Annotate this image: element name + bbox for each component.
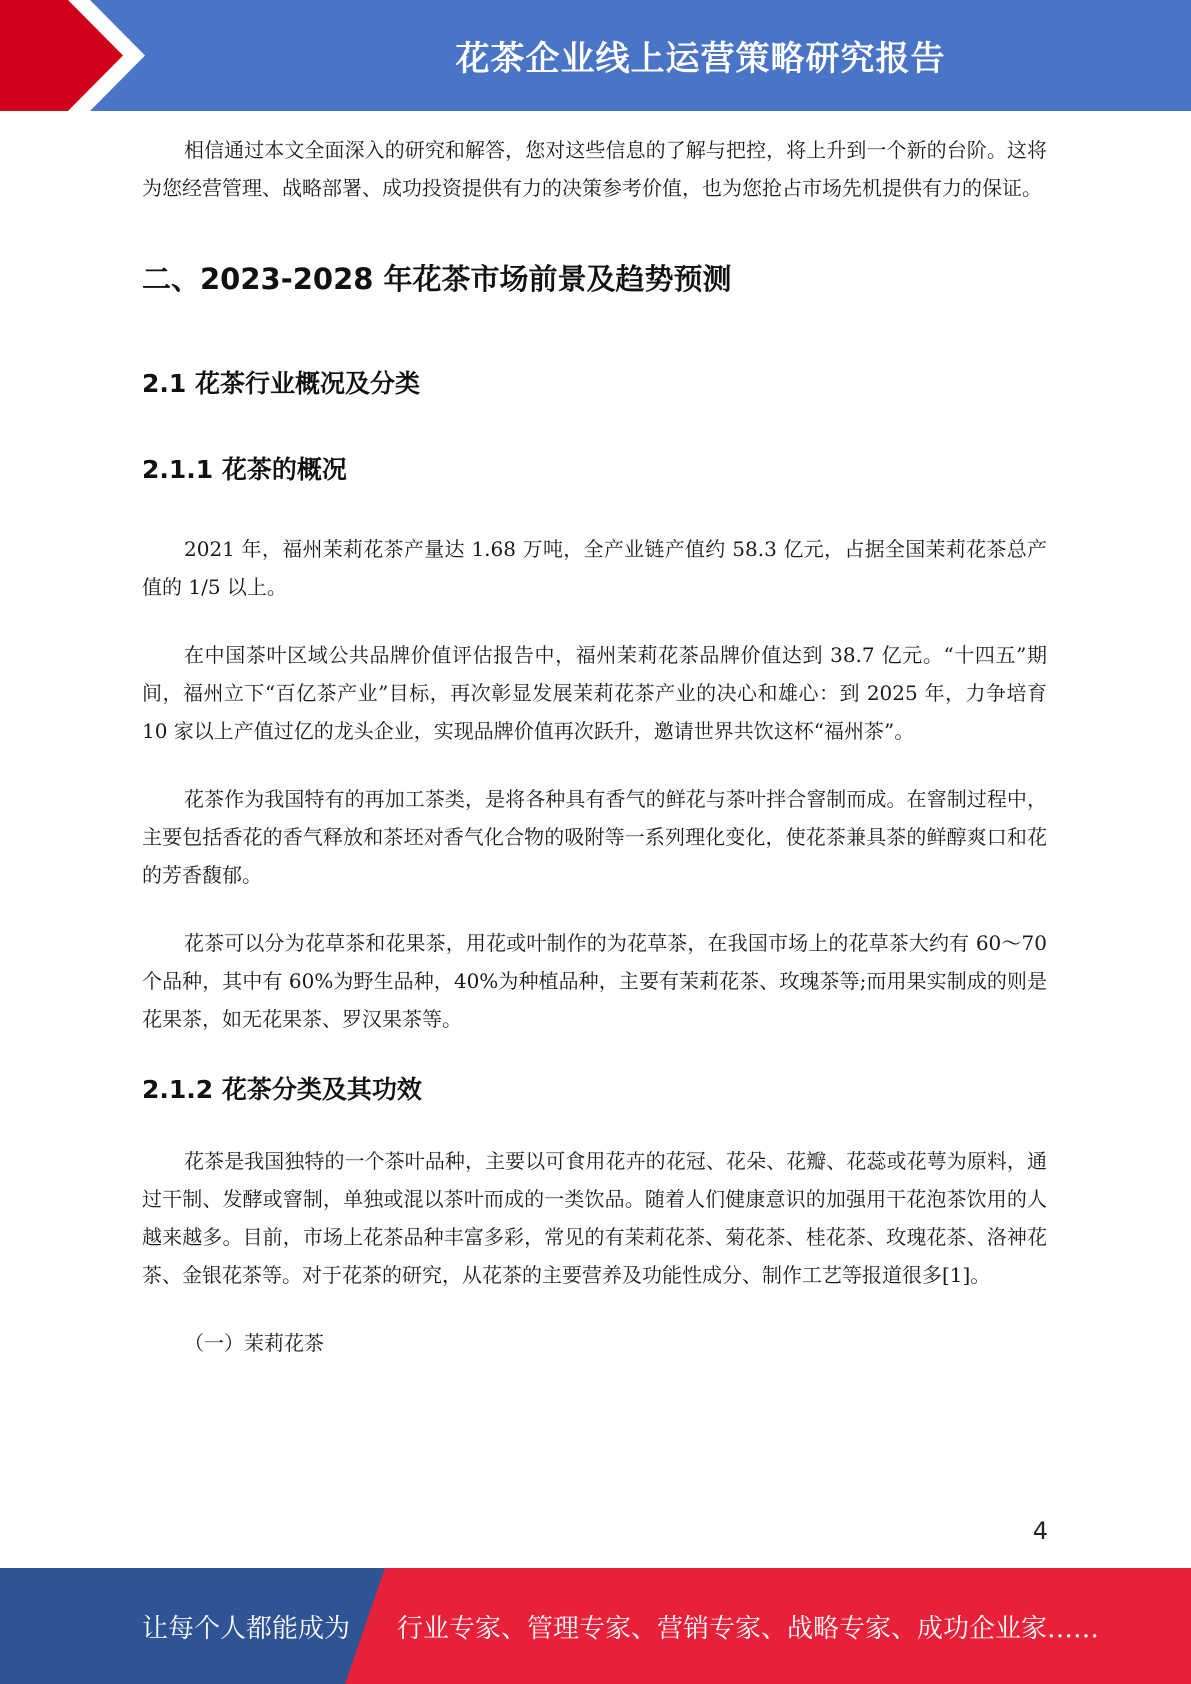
page-header — [0, 0, 1191, 111]
section-title: 二、2023-2028 年花茶市场前景及趋势预测 — [142, 262, 732, 296]
footer-slogan-right: 行业专家、管理专家、营销专家、战略专家、成功企业家…… — [397, 1613, 1100, 1644]
intro-paragraph: 相信通过本文全面深入的研究和解答，您对这些信息的了解与把控，将上升到一个新的台阶。这将为您经营管理、战略部署、成功投资提供有力的决策参考价值，也为您抢占市场先机提供有力的保证。 — [142, 138, 1047, 200]
subsection-2-1-2-title: 2.1.2 花茶分类及其功效 — [142, 1075, 422, 1104]
page-number: 4 — [1032, 1517, 1048, 1545]
footer-slogan-left: 让每个人都能成为 — [142, 1613, 351, 1644]
document-body — [142, 131, 1047, 1362]
paragraph: 花茶作为我国特有的再加工茶类，是将各种具有香气的鲜花与茶叶拌合窨制而成。在窨制过程中，主要包括香花的香气释放和茶坯对香气化合物的吸附等一系列理化变化，使花茶兼具茶的鲜醇爽口和花的芳香馥郁。 — [142, 787, 1047, 887]
paragraph: 在中国茶叶区域公共品牌价值评估报告中，福州茉莉花茶品牌价值达到 38.7 亿元。“十四五”期间，福州立下“百亿茶产业”目标，再次彰显发展茉莉花茶产业的决心和雄心：到 2025 年，力争培育 10 家以上产值过亿的龙头企业，实现品牌价值再次跃升，邀请世界共饮这杯“福州茶”。 — [142, 643, 1047, 743]
report-title: 花茶企业线上运营策略研究报告 — [455, 39, 946, 79]
paragraph: 2021 年，福州茉莉花茶产量达 1.68 万吨，全产业链产值约 58.3 亿元，占据全国茉莉花茶总产值的 1/5 以上。 — [142, 537, 1047, 599]
header-chevron-decoration — [0, 0, 150, 111]
paragraph: 花茶是我国独特的一个茶叶品种，主要以可食用花卉的花冠、花朵、花瓣、花蕊或花萼为原料，通过干制、发酵或窨制，单独或混以茶叶而成的一类饮品。随着人们健康意识的加强用干花泡茶饮用的人越来越多。目前，市场上花茶品种丰富多彩，常见的有茉莉花茶、菊花茶、桂花茶、玫瑰花茶、洛神花茶、金银花茶等。对于花茶的研究，从花茶的主要营养及功能性成分、制作工艺等报道很多[1]。 — [142, 1149, 1047, 1287]
subsection-2-1-1-title: 2.1.1 花茶的概况 — [142, 455, 347, 484]
list-item-jasmine-tea: （一）茉莉花茶 — [184, 1331, 324, 1355]
subsection-2-1-title: 2.1 花茶行业概况及分类 — [142, 369, 420, 398]
page-footer — [0, 1568, 1191, 1684]
paragraph: 花茶可以分为花草茶和花果茶，用花或叶制作的为花草茶，在我国市场上的花草茶大约有 60～70 个品种，其中有 60%为野生品种，40%为种植品种，主要有茉莉花茶、玫瑰茶等;而用果实制成的则是花果茶，如无花果茶、罗汉果茶等。 — [142, 931, 1047, 1031]
